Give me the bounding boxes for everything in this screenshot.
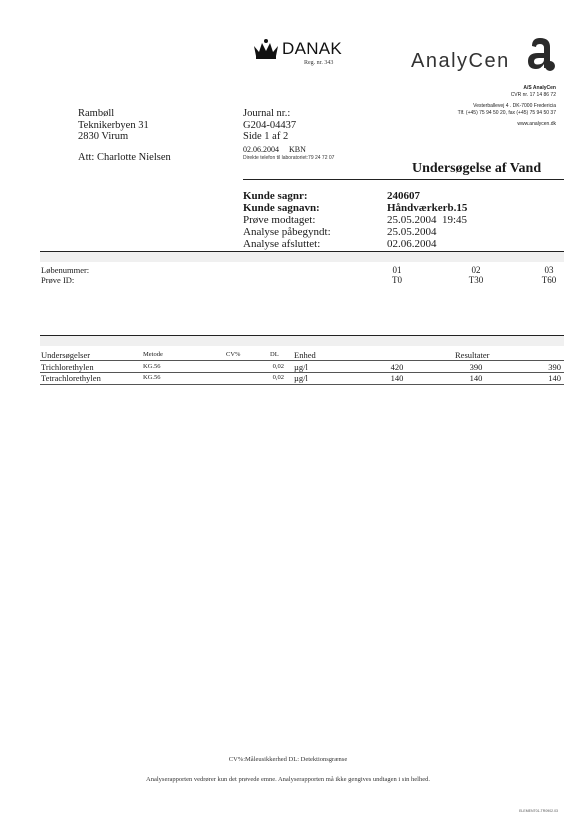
table-row: [0, 373, 576, 384]
results-bottom-rule: [40, 384, 564, 385]
journal-label: Journal nr.:: [243, 108, 291, 119]
journal-phone: Direkte telefon til laboratoriet:79 24 72 07: [243, 154, 335, 161]
journal-initials: KBN: [289, 144, 306, 154]
row-value-02: 140: [469, 373, 483, 383]
company-cvr: CVR nr. 17 14 86 72: [510, 92, 556, 98]
meta-label-sagnr: Kunde sagnr:: [243, 190, 308, 202]
recipient-city: 2830 Virum: [78, 131, 129, 142]
company-block: [356, 85, 556, 128]
footer-disclaimer: Analyserapporten vedrører kun det prøvede emne. Analyserapporten må ikke gengives undtagen i sin helhed.: [146, 776, 430, 783]
footer-legend: CV%:Måleusikkerhed DL: Detektionsgrænse: [228, 756, 348, 763]
row-test: Tetrachlorethylen: [41, 373, 101, 383]
crown-icon: [252, 38, 280, 60]
company-address: Vesterballevej 4 . DK-7000 Fredericia: [473, 103, 556, 109]
sample-id-t0: T0: [392, 275, 402, 285]
results-header-rule: [40, 360, 564, 361]
sample-band: [40, 252, 564, 262]
journal-number: G204-04437: [243, 119, 297, 131]
analycen-wordmark: AnalyCen: [411, 50, 510, 72]
results-header-results: Resultater: [455, 350, 490, 360]
row-dl: 0,02: [272, 363, 284, 370]
meta-label-paabegyndt: Analyse påbegyndt:: [243, 226, 331, 238]
row-method: KG.56: [143, 374, 161, 381]
meta-labels: [243, 190, 331, 250]
meta-value-afsluttet: 02.06.2004: [387, 238, 437, 250]
danak-name: DANAK: [282, 39, 343, 58]
recipient-street: Teknikerbyen 31: [78, 119, 149, 131]
meta-label-afsluttet: Analyse afsluttet:: [243, 238, 321, 250]
row-value-03: 390: [548, 362, 561, 372]
meta-label-sagnavn: Kunde sagnavn:: [243, 202, 320, 214]
danak-reg: Reg. nr. 343: [304, 60, 334, 66]
row-value-01: 420: [390, 362, 404, 372]
journal-date: 02.06.2004: [243, 144, 279, 154]
results-header-cv: CV%: [226, 351, 241, 358]
sample-id-t60: T60: [541, 275, 557, 285]
sample-number-03: 03: [544, 265, 554, 275]
company-contact: Tlf. (+45) 75 94 50 20, fax (+45) 75 94 50 37: [457, 110, 556, 116]
sample-id-t30: T30: [468, 275, 484, 285]
row-value-02: 390: [469, 362, 483, 372]
meta-value-sagnr: 240607: [387, 190, 420, 202]
company-web: www.analycen.dk: [517, 121, 556, 127]
results-header-dl: DL: [270, 351, 279, 358]
row-method: KG.56: [143, 363, 161, 370]
report-title: Undersøgelse af Vand: [412, 161, 542, 176]
results-band: [40, 336, 564, 346]
row-value-01: 140: [390, 373, 404, 383]
meta-value-paabegyndt: 25.05.2004: [387, 226, 437, 238]
meta-label-modtaget: Prøve modtaget:: [243, 214, 316, 226]
journal-page: Side 1 af 2: [243, 131, 289, 142]
results-header-test: Undersøgelser: [41, 350, 91, 360]
results-header-unit: Enhed: [294, 350, 316, 360]
meta-value-modtaget: 25.05.2004 19:45: [387, 214, 468, 226]
sample-row1-label: Løbenummer:: [41, 265, 90, 275]
row-unit: µg/l: [294, 362, 308, 372]
danak-logo: [252, 38, 362, 72]
recipient-name: Rambøll: [78, 108, 115, 119]
footer-code: ELEMENT01-TR0902.03: [519, 809, 558, 813]
sample-number-02: 02: [471, 265, 481, 275]
company-legal-name: A/S AnalyCen: [523, 85, 556, 91]
row-dl: 0,02: [272, 374, 284, 381]
row-unit: µg/l: [294, 373, 308, 383]
recipient-address: [78, 108, 171, 163]
journal-block: [243, 108, 334, 161]
recipient-att: Att: Charlotte Nielsen: [78, 151, 171, 163]
results-header-method: Metode: [143, 351, 163, 358]
title-underline: [243, 179, 564, 180]
sample-number-01: 01: [392, 265, 402, 275]
meta-values: [387, 190, 467, 250]
row-test: Trichlorethylen: [41, 362, 94, 372]
analycen-logo-icon: [524, 34, 556, 74]
meta-value-sagnavn: Håndværkerb.15: [387, 202, 468, 214]
sample-row2-label: Prøve ID:: [41, 275, 75, 285]
row-value-03: 140: [548, 373, 561, 383]
